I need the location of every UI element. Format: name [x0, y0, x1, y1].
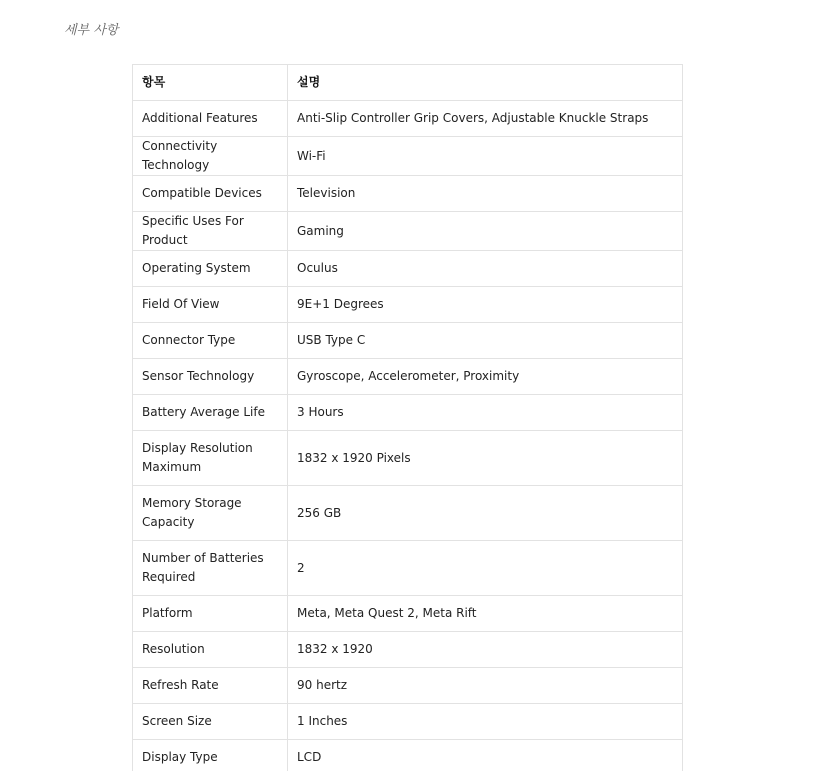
row-value: 9E+1 Degrees [288, 287, 683, 323]
table-row [133, 137, 683, 176]
row-key: Number of Batteries Required [133, 541, 288, 596]
table-row [133, 323, 683, 359]
row-value: 256 GB [288, 486, 683, 541]
row-value: Gaming [288, 212, 683, 251]
row-value: 1 Inches [288, 704, 683, 740]
table-row [133, 704, 683, 740]
row-value: 3 Hours [288, 395, 683, 431]
row-value: USB Type C [288, 323, 683, 359]
row-key: Memory Storage Capacity [133, 486, 288, 541]
table-row [133, 541, 683, 596]
table-row [133, 632, 683, 668]
table-row [133, 359, 683, 395]
row-value: Meta, Meta Quest 2, Meta Rift [288, 596, 683, 632]
row-value: 90 hertz [288, 668, 683, 704]
table-row [133, 101, 683, 137]
row-value: Gyroscope, Accelerometer, Proximity [288, 359, 683, 395]
row-key: Additional Features [133, 101, 288, 137]
table-row [133, 251, 683, 287]
row-value: 1832 x 1920 Pixels [288, 431, 683, 486]
row-value: Television [288, 176, 683, 212]
table-row [133, 431, 683, 486]
row-value: LCD [288, 740, 683, 771]
spec-table [132, 64, 683, 771]
row-key: Field Of View [133, 287, 288, 323]
table-row [133, 212, 683, 251]
table-row [133, 287, 683, 323]
row-key: Resolution [133, 632, 288, 668]
row-key: Display Type [133, 740, 288, 771]
row-key: Display Resolution Maximum [133, 431, 288, 486]
row-key: Operating System [133, 251, 288, 287]
section-title: 세부 사항 [64, 23, 119, 38]
row-key: Specific Uses For Product [133, 212, 288, 251]
row-key: Connectivity Technology [133, 137, 288, 176]
row-key: Platform [133, 596, 288, 632]
row-value: Anti-Slip Controller Grip Covers, Adjustable Knuckle Straps [288, 101, 683, 137]
row-key: Battery Average Life [133, 395, 288, 431]
row-key: Compatible Devices [133, 176, 288, 212]
table-row [133, 668, 683, 704]
table-row [133, 176, 683, 212]
header-key: 항목 [133, 65, 288, 101]
row-key: Sensor Technology [133, 359, 288, 395]
table-row [133, 596, 683, 632]
table-row [133, 486, 683, 541]
row-value: 1832 x 1920 [288, 632, 683, 668]
table-row [133, 740, 683, 771]
table-header-row [133, 65, 683, 101]
row-key: Refresh Rate [133, 668, 288, 704]
row-key: Screen Size [133, 704, 288, 740]
row-key: Connector Type [133, 323, 288, 359]
table-row [133, 395, 683, 431]
row-value: 2 [288, 541, 683, 596]
header-value: 설명 [288, 65, 683, 101]
row-value: Oculus [288, 251, 683, 287]
row-value: Wi-Fi [288, 137, 683, 176]
